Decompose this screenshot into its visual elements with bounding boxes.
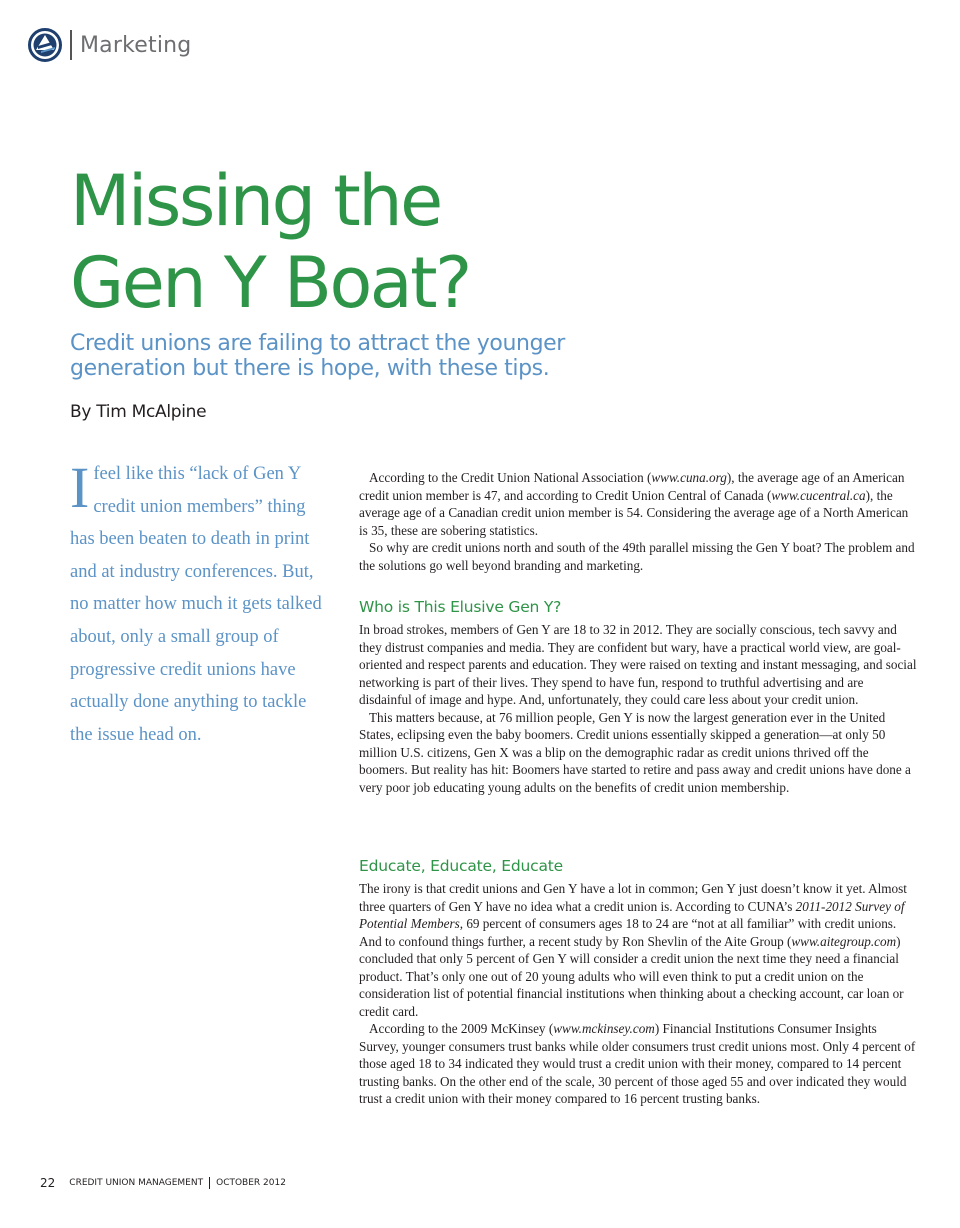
section-who-is-gen-y [359, 598, 919, 796]
credit-union-logo-icon [28, 28, 62, 62]
page-number: 22 [40, 1176, 56, 1190]
page-footer [40, 1176, 286, 1190]
subhead-who-is-gen-y: Who is This Elusive Gen Y? [359, 598, 562, 616]
publication-name: CREDIT UNION MANAGEMENT [69, 1178, 204, 1188]
subhead-educate: Educate, Educate, Educate [359, 857, 563, 875]
cucentral-link: www.cucentral.ca [771, 487, 866, 503]
section-educate [359, 857, 919, 1108]
section-label: Marketing [80, 32, 192, 58]
issue-date: OCTOBER 2012 [216, 1178, 286, 1188]
footer-divider [209, 1177, 210, 1189]
educate-paragraph-2: According to the 2009 McKinsey (www.mckinsey.com) Financial Institutions Consumer Insights Survey, younger consumers trust banks while older consumers trust credit unions most. Only 4 percent of those aged 18 to 34 indicated they would trust a credit union with their money, compared to 14 percent trusting banks. On the other end of the scale, 30 percent of those aged 55 and over indicated they would trust a credit union with their money compared to 16 percent trusting banks. [359, 1021, 916, 1106]
article-byline: By Tim McAlpine [70, 402, 207, 422]
drop-cap: I [70, 455, 90, 520]
pull-quote-text: feel like this “lack of Gen Y credit union members” thing has been beaten to death in print and at industry conferences. But, no matter how much it gets talked about, only a small group of progressive credit unions have actually done anything to tackle the issue head on. [70, 464, 322, 745]
intro-paragraph-2: So why are credit unions north and south of the 49th parallel missing the Gen Y boat? The problem and the solutions go well beyond branding and marketing. [359, 540, 915, 573]
article-deck: Credit unions are failing to attract the younger generation but there is hope, with these tips. [70, 331, 565, 381]
title-line-2: Gen Y Boat? [70, 242, 470, 324]
mckinsey-link: www.mckinsey.com [553, 1021, 655, 1036]
intro-paragraph-1: According to the Credit Union National Association (www.cuna.org), the average age of an American credit union member is 47, and according to Credit Union Central of Canada (www.cucentral.ca), the average age of a Canadian credit union member is 54. Considering the average age of a North American is 35, these are sobering statistics. [359, 470, 909, 538]
gen-y-paragraph-1: In broad strokes, members of Gen Y are 18 to 32 in 2012. They are socially conscious, tech savvy and they distrust companies and media. They are confident but wary, have a practical world view, are goal-oriented and respect parents and education. They were raised on texting and instant messaging, and social networking is part of their lives. They spend to have fun, respond to truthful advertising and are disdainful of image and hype. And, unfortunately, they could care less about your credit union. [359, 622, 917, 707]
intro-block [359, 469, 919, 574]
title-line-1: Missing the [70, 160, 441, 242]
educate-paragraph-1: The irony is that credit unions and Gen Y have a lot in common; Gen Y just doesn’t know it yet. Almost three quarters of Gen Y have no idea what a credit union is. According to CUNA’s 2011-2012 Survey of Potential Members, 69 percent of consumers ages 18 to 24 are “not at all familiar” with credit unions. And to confound things further, a recent study by Ron Shevlin of the Aite Group (www.aitegroup.com) concluded that only 5 percent of Gen Y will consider a credit union the next time they need a financial product. That’s only one out of 20 young adults who will even think to put a credit union on the consideration list of potential financial institutions when thinking about a checking account, car loan or credit card. [359, 881, 907, 1019]
aitegroup-link: www.aitegroup.com [791, 933, 897, 949]
cuna-link: www.cuna.org [651, 470, 727, 485]
section-header [28, 27, 191, 63]
gen-y-paragraph-2: This matters because, at 76 million people, Gen Y is now the largest generation ever in the United States, eclipsing even the baby boomers. Credit unions essentially skipped a generation—at only 50 million U.S. citizens, Gen X was a blip on the demographic radar as credit unions thrived off the boomers. But reality has hit: Boomers have started to retire and pass away and credit unions have done a very poor job educating young adults on the benefits of credit union membership. [359, 709, 911, 795]
pull-quote [70, 455, 332, 751]
survey-title: 2011-2012 Survey of Potential Members [359, 898, 905, 931]
article-title [70, 160, 630, 324]
section-divider [70, 30, 72, 60]
